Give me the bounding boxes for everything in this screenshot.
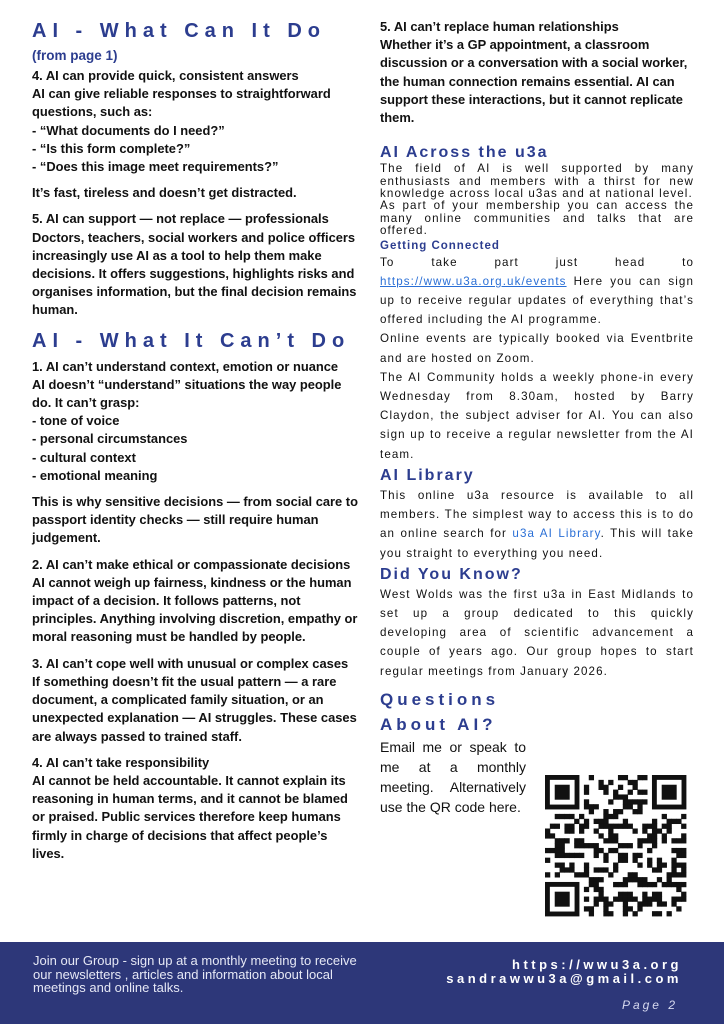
item-body: AI cannot weigh up fairness, kindness or the human impact of a decision. It follows patterns, not principles. Anything involving discretion, empathy or moral reasoning must be handled by people. xyxy=(32,574,358,645)
item-title: 3. AI can’t cope well with unusual or complex cases xyxy=(32,655,349,671)
item-title: 1. AI can’t understand context, emotion or nuance xyxy=(32,358,339,374)
getting-connected-paragraph-2: Online events are typically booked via Eventbrite and are hosted on Zoom. xyxy=(380,332,694,365)
did-you-know-paragraph: West Wolds was the first u3a in East Midlands to set up a group dedicated to this quickly developing area of scientific advancement a couple of years ago. Our group hopes to start regular meetings from January 2026. xyxy=(380,587,694,678)
library-link[interactable]: u3a AI Library xyxy=(512,527,601,541)
left-column xyxy=(32,18,358,871)
qr-code-icon[interactable] xyxy=(537,767,694,924)
list-item: - tone of voice xyxy=(32,413,120,429)
item-title: 4. AI can’t take responsibility xyxy=(32,754,210,770)
cant-item-4 xyxy=(32,754,358,863)
list-item: - “What documents do I need?” xyxy=(32,122,225,138)
can-item-5 xyxy=(32,210,358,319)
cant-item-1 xyxy=(32,358,358,485)
footer-join-text: Join our Group - sign up at a monthly meeting to receive our newsletters , articles and information about local meetings and online talks. xyxy=(33,953,357,995)
cant-item-3 xyxy=(32,655,358,746)
questions-text: Email me or speak to me at a monthly meeting. Alternatively use the QR code here. xyxy=(380,738,526,815)
footer xyxy=(0,942,724,1024)
text: This online u3a resource is available to all members. The simplest way to access this is to do an online search for xyxy=(380,488,694,541)
cant-item-5 xyxy=(380,18,694,127)
can-item-4-note: It’s fast, tireless and doesn’t get distracted. xyxy=(32,185,297,201)
questions-title-line-2: About AI? xyxy=(380,714,497,734)
right-column xyxy=(380,18,694,817)
heading-ai-library: AI Library xyxy=(380,466,475,484)
qr-code-graphic xyxy=(537,767,694,924)
cant-item-2 xyxy=(32,556,358,647)
item-title: 5. AI can support — not replace — professionals xyxy=(32,211,329,227)
item-title: 2. AI can’t make ethical or compassionate decisions xyxy=(32,556,351,572)
events-link[interactable]: https://www.u3a.org.uk/events xyxy=(380,274,567,288)
page-number: Page 2 xyxy=(621,998,678,1012)
text: Here you can sign up to receive regular updates of everything that’s offered including the AI programme. xyxy=(380,274,694,327)
list-item: - “Is this form complete?” xyxy=(32,140,191,156)
heading-ai-across-u3a: AI Across the u3a xyxy=(380,144,549,162)
item-body: AI can give reliable responses to straightforward questions, such as: xyxy=(32,86,331,120)
questions-title-line-1: Questions xyxy=(380,689,500,709)
from-page-note: (from page 1) xyxy=(32,48,118,63)
item-title: 4. AI can provide quick, consistent answers xyxy=(32,68,299,83)
item-body: Whether it’s a GP appointment, a classroom discussion or a conversation with a social worker, the human connection remains essential. AI can support these interactions, but it cannot replicate them. xyxy=(380,37,688,126)
text: . This will take you straight to everything you need. xyxy=(380,527,694,560)
section-title-what-can-it-do: AI - What Can It Do xyxy=(32,20,326,42)
list-item: - “Does this image meet requirements?” xyxy=(32,159,279,175)
item-body: AI doesn’t “understand” situations the way people do. It can’t grasp: xyxy=(32,376,342,411)
getting-connected-paragraph-3: The AI Community holds a weekly phone-in every Wednesday from 8.30am, hosted by Barry Claydon, the subject adviser for AI. You can also sign up to receive a regular newsletter from the AI team. xyxy=(380,370,694,461)
section-title-what-it-cant-do: AI - What It Can’t Do xyxy=(32,329,351,352)
library-paragraph xyxy=(380,486,694,563)
item-body: AI cannot be held accountable. It cannot explain its reasoning in human terms, and it cannot be blamed or praised. Public services therefore keep humans firmly in charge of decisions that affect people’s lives. xyxy=(32,772,348,861)
item-title: 5. AI can’t replace human relationships xyxy=(380,19,619,34)
can-item-4 xyxy=(32,67,358,176)
list-item: - personal circumstances xyxy=(32,431,188,447)
across-paragraph-2: As part of your membership you can access the many online communities and talks that are offered. xyxy=(380,199,694,238)
footer-url-link[interactable]: https://wwu3a.org xyxy=(512,957,682,972)
heading-getting-connected: Getting Connected xyxy=(380,239,500,252)
footer-contact xyxy=(446,958,682,986)
item-body: If something doesn’t fit the usual pattern — a rare document, a complicated family situation, or an unexpected explanation — AI struggles. These cases are always passed to trained staff. xyxy=(32,673,357,744)
footer-email-link[interactable]: sandrawwu3a@gmail.com xyxy=(446,971,682,986)
list-item: - emotional meaning xyxy=(32,467,158,483)
text: To take part just head to xyxy=(380,255,694,269)
item-body: Doctors, teachers, social workers and police officers increasingly use AI as a tool to help them make decisions. It offers suggestions, highlights risks and organises information, but the final decision remains human. xyxy=(32,229,357,318)
across-paragraph-1: The field of AI is well supported by many enthusiasts and members with a thirst for new knowledge across local u3as and at national level. xyxy=(380,162,694,201)
heading-did-you-know: Did You Know? xyxy=(380,565,523,583)
cant-item-1-note: This is why sensitive decisions — from social care to passport identity checks — still require human judgement. xyxy=(32,494,358,546)
getting-connected-paragraph-1 xyxy=(380,253,694,330)
list-item: - cultural context xyxy=(32,449,136,465)
